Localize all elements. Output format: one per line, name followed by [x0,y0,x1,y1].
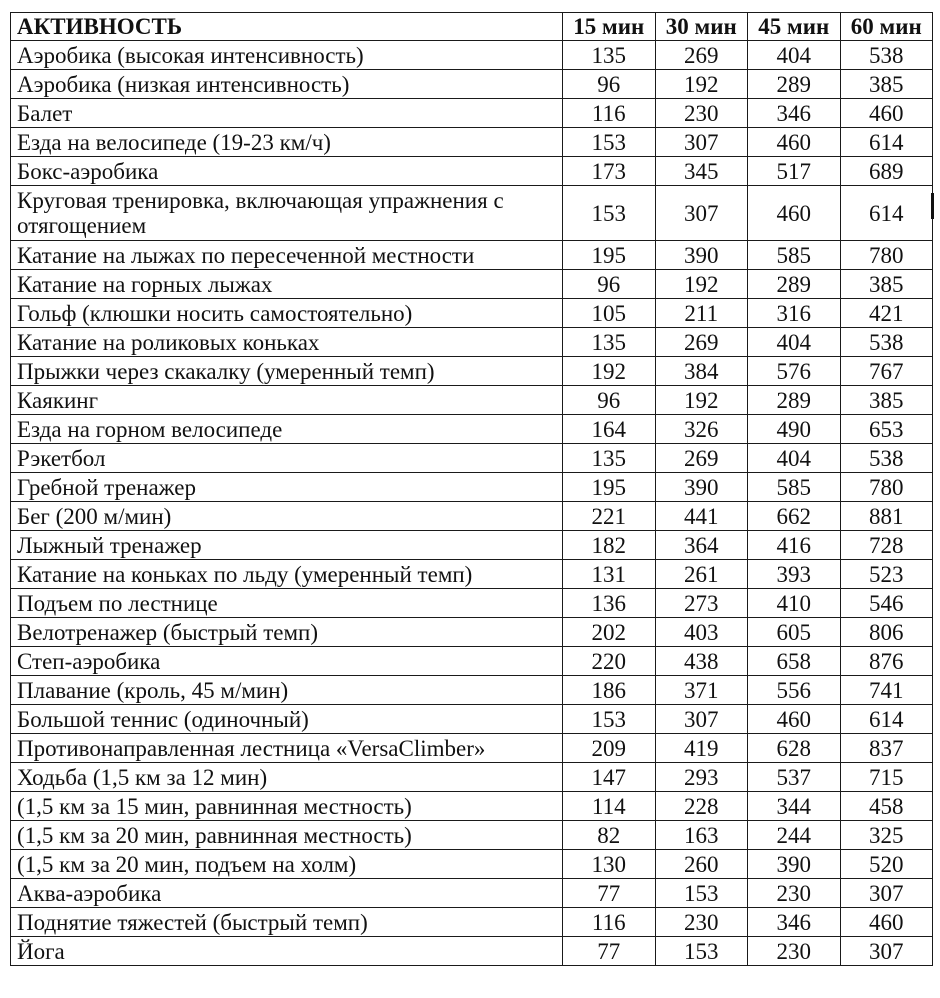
value-15-min: 82 [563,821,656,850]
activity-cell: Противонаправленная лестница «VersaClimber» [11,734,563,763]
value-45-min: 460 [748,128,841,157]
activity-cell: Катание на роликовых коньках [11,328,563,357]
value-45-min: 576 [748,357,841,386]
value-30-min: 211 [655,299,748,328]
table-row [11,328,933,357]
value-15-min: 220 [563,647,656,676]
table-row [11,386,933,415]
value-15-min: 96 [563,386,656,415]
activity-cell: Лыжный тренажер [11,531,563,560]
value-60-min: 837 [840,734,933,763]
calorie-table [10,12,933,966]
value-15-min: 77 [563,879,656,908]
value-15-min: 116 [563,99,656,128]
value-30-min: 163 [655,821,748,850]
value-45-min: 460 [748,186,841,241]
value-15-min: 135 [563,444,656,473]
value-15-min: 221 [563,502,656,531]
table-row [11,850,933,879]
header-row [11,13,933,41]
header-30-min: 30 мин [655,13,748,41]
activity-cell: Бег (200 м/мин) [11,502,563,531]
value-15-min: 153 [563,186,656,241]
value-30-min: 192 [655,386,748,415]
activity-cell: Поднятие тяжестей (быстрый темп) [11,908,563,937]
table-row [11,792,933,821]
value-30-min: 153 [655,937,748,966]
value-60-min: 715 [840,763,933,792]
value-15-min: 182 [563,531,656,560]
activity-cell: (1,5 км за 20 мин, равнинная местность) [11,821,563,850]
value-60-min: 780 [840,241,933,270]
value-30-min: 390 [655,473,748,502]
value-45-min: 585 [748,473,841,502]
value-45-min: 410 [748,589,841,618]
header-15-min: 15 мин [563,13,656,41]
value-45-min: 404 [748,328,841,357]
activity-cell: Бокс-аэробика [11,157,563,186]
calorie-table-sheet [10,12,932,966]
value-30-min: 230 [655,908,748,937]
value-45-min: 658 [748,647,841,676]
value-15-min: 202 [563,618,656,647]
table-row [11,473,933,502]
value-30-min: 345 [655,157,748,186]
value-60-min: 876 [840,647,933,676]
value-45-min: 390 [748,850,841,879]
value-45-min: 244 [748,821,841,850]
table-row [11,763,933,792]
activity-cell: Подъем по лестнице [11,589,563,618]
value-30-min: 364 [655,531,748,560]
value-45-min: 662 [748,502,841,531]
value-30-min: 441 [655,502,748,531]
value-30-min: 192 [655,70,748,99]
value-60-min: 780 [840,473,933,502]
value-30-min: 269 [655,328,748,357]
activity-cell: (1,5 км за 15 мин, равнинная местность) [11,792,563,821]
value-15-min: 195 [563,473,656,502]
value-15-min: 114 [563,792,656,821]
value-60-min: 385 [840,270,933,299]
value-60-min: 728 [840,531,933,560]
value-60-min: 767 [840,357,933,386]
table-row [11,560,933,589]
table-row [11,705,933,734]
value-60-min: 614 [840,186,933,241]
table-row [11,531,933,560]
table-row [11,676,933,705]
activity-cell: Аква-аэробика [11,879,563,908]
value-15-min: 96 [563,70,656,99]
table-row [11,241,933,270]
activity-cell: Каякинг [11,386,563,415]
value-15-min: 186 [563,676,656,705]
value-45-min: 289 [748,386,841,415]
value-45-min: 289 [748,70,841,99]
value-15-min: 164 [563,415,656,444]
table-row [11,415,933,444]
table-row [11,357,933,386]
value-45-min: 490 [748,415,841,444]
value-15-min: 77 [563,937,656,966]
value-30-min: 230 [655,99,748,128]
value-30-min: 228 [655,792,748,821]
value-15-min: 209 [563,734,656,763]
activity-cell: Плавание (кроль, 45 м/мин) [11,676,563,705]
value-45-min: 585 [748,241,841,270]
value-30-min: 273 [655,589,748,618]
value-15-min: 135 [563,328,656,357]
value-60-min: 538 [840,328,933,357]
value-15-min: 136 [563,589,656,618]
activity-cell: Балет [11,99,563,128]
activity-cell: Катание на лыжах по пересеченной местности [11,241,563,270]
value-30-min: 307 [655,128,748,157]
value-15-min: 153 [563,705,656,734]
value-45-min: 346 [748,908,841,937]
edge-mark [931,193,934,219]
value-30-min: 261 [655,560,748,589]
value-60-min: 523 [840,560,933,589]
value-30-min: 293 [655,763,748,792]
value-60-min: 546 [840,589,933,618]
activity-cell: Гольф (клюшки носить самостоятельно) [11,299,563,328]
activity-cell: Велотренажер (быстрый темп) [11,618,563,647]
header-activity: АКТИВНОСТЬ [11,13,563,41]
activity-cell: Катание на горных лыжах [11,270,563,299]
value-60-min: 385 [840,386,933,415]
value-60-min: 538 [840,41,933,70]
table-row [11,299,933,328]
value-60-min: 460 [840,908,933,937]
activity-cell: Езда на горном велосипеде [11,415,563,444]
value-15-min: 135 [563,41,656,70]
table-row [11,157,933,186]
value-45-min: 344 [748,792,841,821]
table-row [11,908,933,937]
value-30-min: 269 [655,444,748,473]
value-60-min: 881 [840,502,933,531]
activity-cell: Круговая тренировка, включающая упражнения с отягощением [11,186,563,241]
value-30-min: 403 [655,618,748,647]
table-row [11,879,933,908]
value-30-min: 269 [655,41,748,70]
table-row [11,444,933,473]
table-row [11,186,933,241]
value-45-min: 537 [748,763,841,792]
value-60-min: 806 [840,618,933,647]
value-30-min: 438 [655,647,748,676]
value-60-min: 614 [840,705,933,734]
value-60-min: 325 [840,821,933,850]
value-60-min: 653 [840,415,933,444]
activity-cell: Рэкетбол [11,444,563,473]
table-row [11,70,933,99]
table-row [11,821,933,850]
activity-cell: Аэробика (высокая интенсивность) [11,41,563,70]
value-30-min: 326 [655,415,748,444]
value-60-min: 741 [840,676,933,705]
value-60-min: 614 [840,128,933,157]
value-60-min: 460 [840,99,933,128]
value-45-min: 230 [748,879,841,908]
value-15-min: 96 [563,270,656,299]
value-45-min: 316 [748,299,841,328]
value-15-min: 147 [563,763,656,792]
activity-cell: Аэробика (низкая интенсивность) [11,70,563,99]
value-30-min: 371 [655,676,748,705]
table-row [11,502,933,531]
value-15-min: 153 [563,128,656,157]
activity-cell: Степ-аэробика [11,647,563,676]
table-row [11,647,933,676]
activity-cell: Большой теннис (одиночный) [11,705,563,734]
value-45-min: 556 [748,676,841,705]
value-60-min: 538 [840,444,933,473]
value-30-min: 390 [655,241,748,270]
value-45-min: 605 [748,618,841,647]
value-45-min: 404 [748,41,841,70]
value-45-min: 460 [748,705,841,734]
activity-cell: Езда на велосипеде (19-23 км/ч) [11,128,563,157]
value-15-min: 130 [563,850,656,879]
table-row [11,589,933,618]
value-15-min: 195 [563,241,656,270]
activity-cell: Прыжки через скакалку (умеренный темп) [11,357,563,386]
value-60-min: 307 [840,937,933,966]
value-15-min: 105 [563,299,656,328]
value-45-min: 628 [748,734,841,763]
value-30-min: 419 [655,734,748,763]
value-60-min: 458 [840,792,933,821]
value-45-min: 393 [748,560,841,589]
value-60-min: 520 [840,850,933,879]
value-30-min: 153 [655,879,748,908]
value-60-min: 689 [840,157,933,186]
value-30-min: 384 [655,357,748,386]
table-body [11,41,933,966]
table-row [11,128,933,157]
activity-cell: Катание на коньках по льду (умеренный темп) [11,560,563,589]
value-45-min: 517 [748,157,841,186]
value-30-min: 307 [655,705,748,734]
value-60-min: 421 [840,299,933,328]
table-row [11,734,933,763]
value-15-min: 131 [563,560,656,589]
value-15-min: 116 [563,908,656,937]
value-45-min: 416 [748,531,841,560]
value-45-min: 346 [748,99,841,128]
value-30-min: 260 [655,850,748,879]
header-45-min: 45 мин [748,13,841,41]
activity-cell: (1,5 км за 20 мин, подъем на холм) [11,850,563,879]
activity-cell: Йога [11,937,563,966]
table-row [11,270,933,299]
table-row [11,618,933,647]
value-30-min: 192 [655,270,748,299]
activity-cell: Гребной тренажер [11,473,563,502]
table-row [11,99,933,128]
value-45-min: 230 [748,937,841,966]
value-60-min: 385 [840,70,933,99]
value-15-min: 192 [563,357,656,386]
activity-cell: Ходьба (1,5 км за 12 мин) [11,763,563,792]
value-15-min: 173 [563,157,656,186]
header-60-min: 60 мин [840,13,933,41]
value-45-min: 289 [748,270,841,299]
value-30-min: 307 [655,186,748,241]
value-60-min: 307 [840,879,933,908]
table-row [11,937,933,966]
value-45-min: 404 [748,444,841,473]
table-row [11,41,933,70]
